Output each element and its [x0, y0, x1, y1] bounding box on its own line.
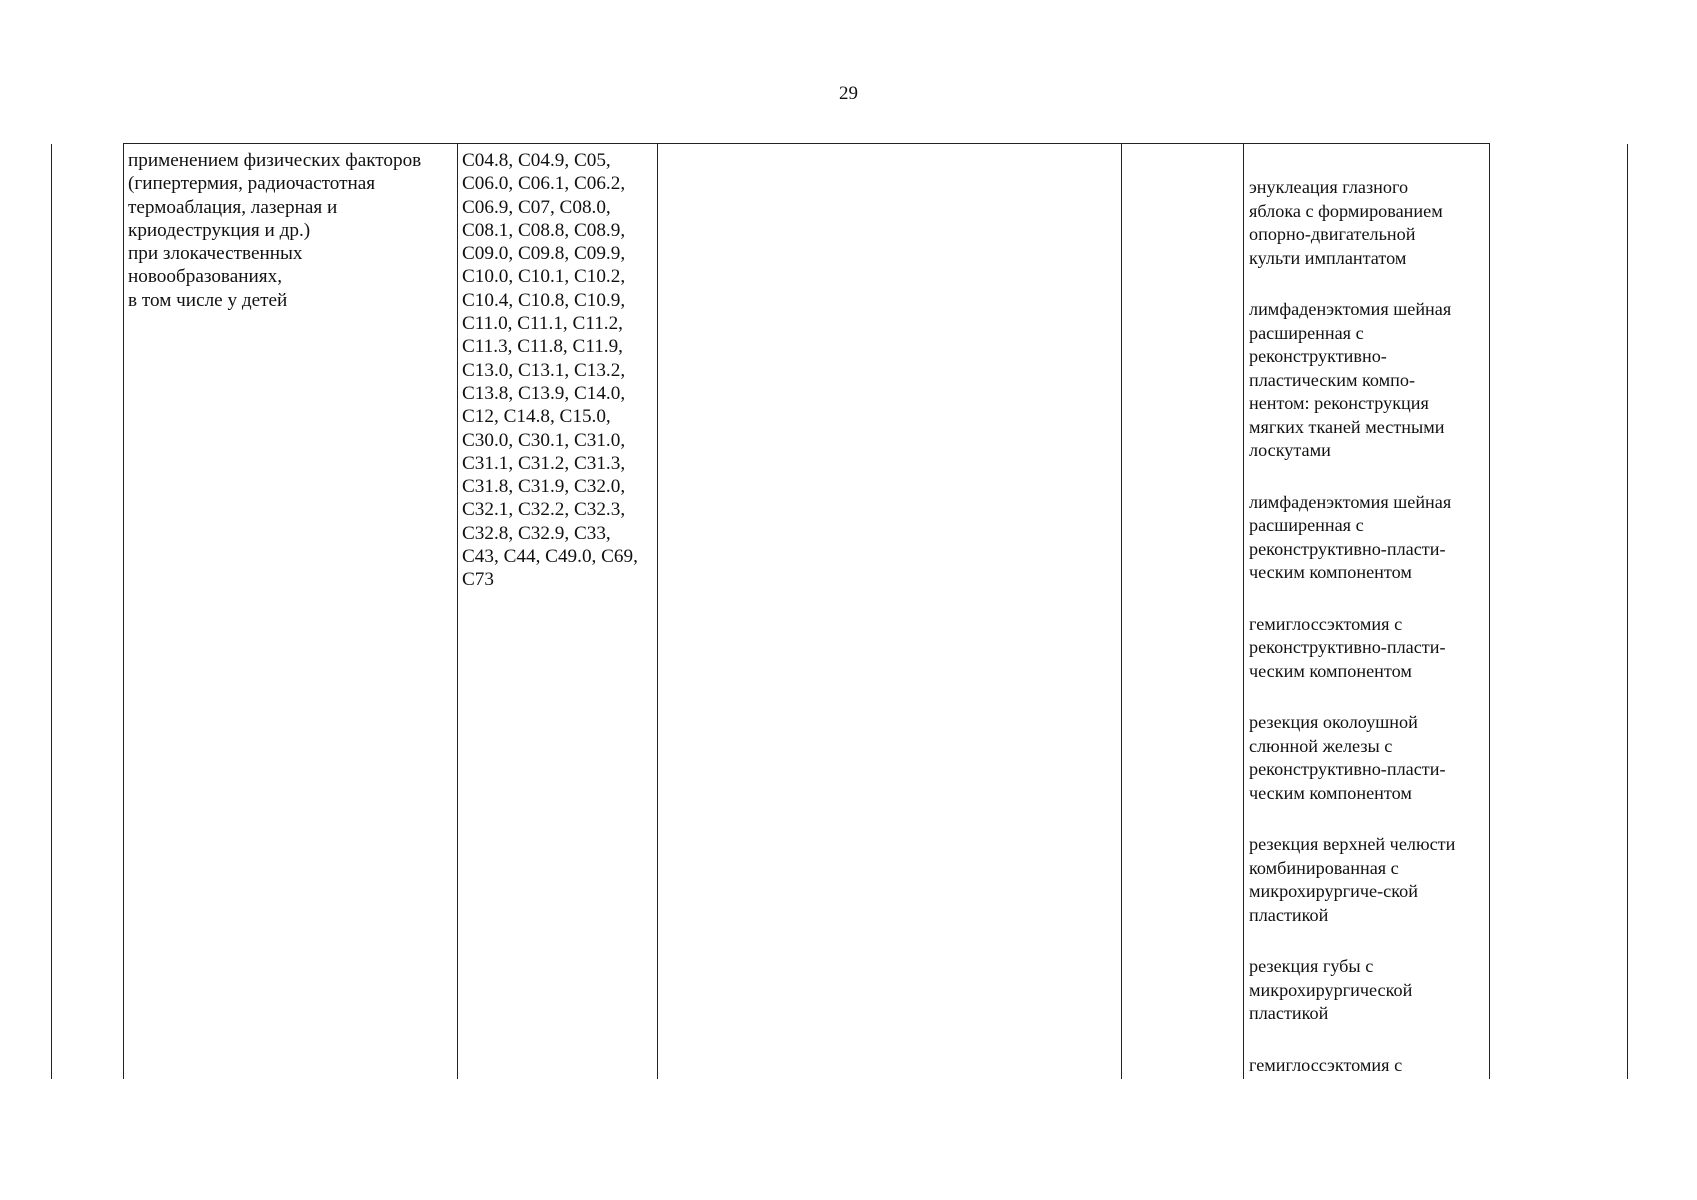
method-cell: применением физических факторов (гипертермия, радиочастотная термоаблация, лазерная и криодеструкция и др.) при злокачественных новообразованиях, в том числе у детей	[128, 150, 422, 311]
treatment-item: резекция губы с микрохирургической пластикой	[1249, 956, 1413, 1023]
treatment-item: лимфаденэктомия шейная расширенная с реконструктивно-пласти- ческим компонентом	[1249, 491, 1452, 582]
treatment-item: гемиглоссэктомия с реконструктивно-пласти- ческим компонентом	[1249, 613, 1446, 681]
table-border-col-2	[457, 144, 458, 1079]
treatment-item: резекция верхней челюсти комбинированная с микрохирургиче-ской пластикой	[1249, 834, 1456, 925]
treatment-methods-cell	[1249, 176, 1489, 1105]
table-border-col-4	[1121, 144, 1122, 1079]
table-top-border	[123, 143, 1490, 144]
treatment-item: резекция околоушной слюнной железы с реконструктивно-пласти- ческим компонентом	[1249, 712, 1446, 803]
table-border-col-6	[1489, 144, 1490, 1079]
treatment-item: лимфаденэктомия шейная расширенная с реконструктивно- пластическим компо- нентом: реконструкция мягких тканей местными лоскутами	[1249, 299, 1452, 460]
diagnosis-codes-cell: C04.8, C04.9, C05, C06.0, C06.1, C06.2, C06.9, C07, C08.0, C08.1, C08.8, C08.9, C09.0, C09.8, C09.9, C10.0, C10.1, C10.2, C10.4, C10.8, C10.9, C11.0, C11.1, C11.2, C11.3, C11.8, C11.9, C13.0, C13.1, C13.2, C13.8, C13.9, C14.0, C12, C14.8, C15.0, C30.0, C30.1, C31.0, C31.1, C31.2, C31.3, C31.8, C31.9, C32.0, C32.1, C32.2, C32.3, C32.8, C32.9, C33, C43, C44, C49.0, C69, C73	[462, 150, 638, 591]
table-border-outer-right	[1627, 144, 1628, 1079]
page-number: 29	[839, 83, 858, 104]
table-border-outer-left	[51, 144, 52, 1079]
treatment-item: гемиглоссэктомия с	[1249, 1054, 1403, 1075]
table-border-col-5	[1243, 144, 1244, 1079]
table-border-col-3	[657, 144, 658, 1079]
treatment-item: энуклеация глазного яблока с формированием опорно-двигательной культи имплантатом	[1249, 177, 1443, 268]
table-border-col-1	[123, 144, 124, 1079]
